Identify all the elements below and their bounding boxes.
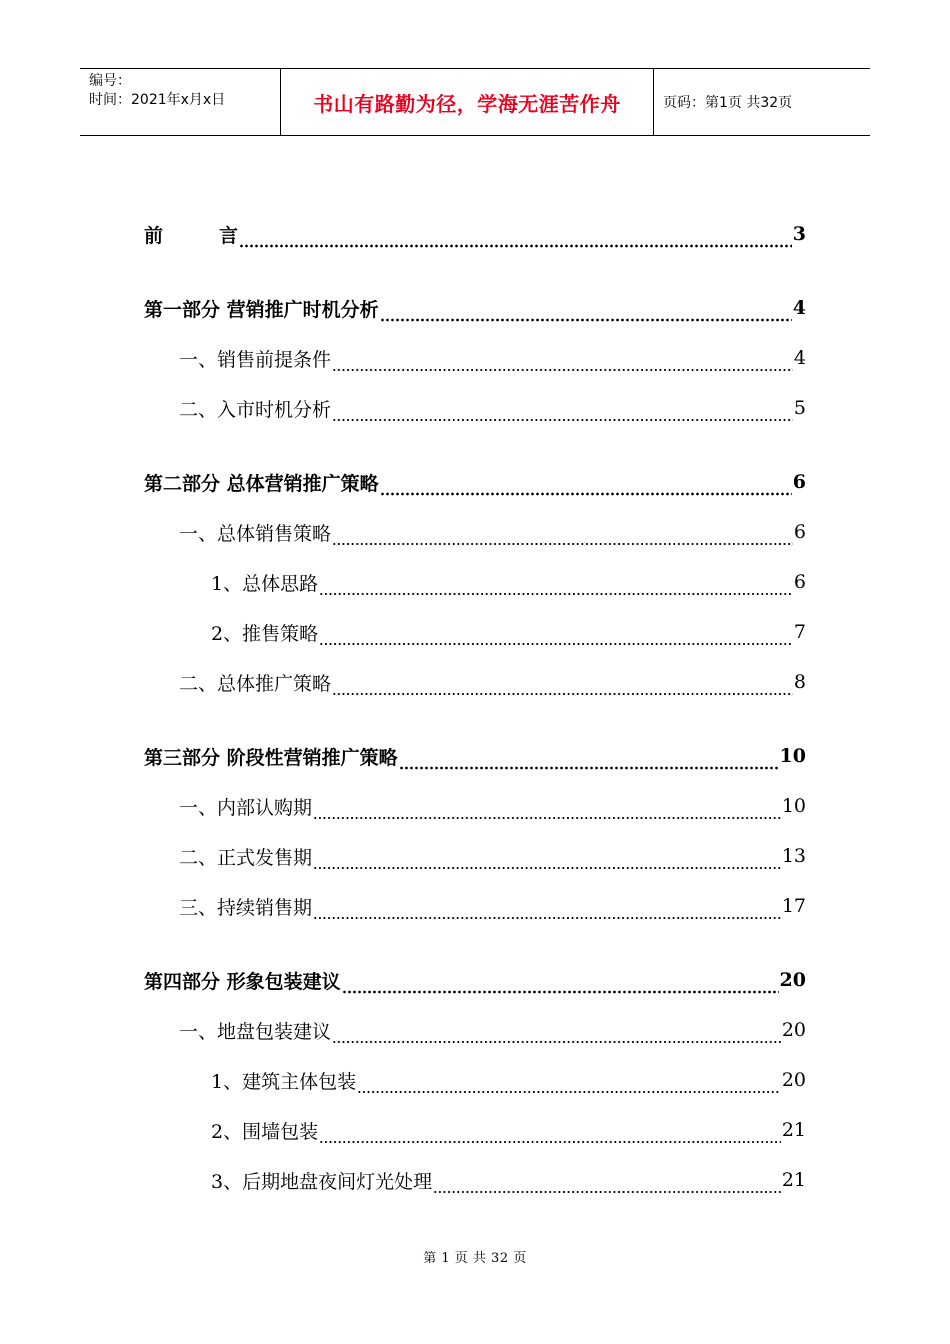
- toc-page-number: 6: [793, 571, 806, 593]
- toc-page-number: 4: [793, 347, 806, 369]
- header-motto: 书山有路勤为径，学海无涯苦作舟: [313, 91, 621, 116]
- toc-leader-dots: [332, 1022, 781, 1048]
- page-footer: 第 1 页 共 32 页: [423, 1251, 527, 1266]
- toc-entry[interactable]: [144, 464, 806, 500]
- toc-entry-label: 三、持续销售期: [179, 896, 313, 919]
- toc-leader-dots: [332, 400, 793, 426]
- header-page-info: 页码：第1页 共32页: [663, 95, 793, 111]
- toc-entry-label: 1、建筑主体包装: [211, 1070, 357, 1093]
- page-header: [80, 68, 870, 136]
- toc-leader-dots: [319, 624, 793, 650]
- toc-entry[interactable]: [144, 1112, 806, 1148]
- toc-page-number: 21: [781, 1169, 806, 1191]
- toc-entry[interactable]: [144, 614, 806, 650]
- toc-leader-dots: [332, 674, 793, 700]
- toc-page-number: 13: [781, 845, 806, 867]
- header-meta: [80, 69, 281, 135]
- toc-leader-dots: [313, 848, 781, 874]
- toc-entry-label: 2、推售策略: [211, 622, 319, 645]
- toc-entry[interactable]: [144, 788, 806, 824]
- toc-entry-label: 2、围墙包装: [211, 1120, 319, 1143]
- toc-page-number: 17: [781, 895, 806, 917]
- toc-entry[interactable]: [144, 1062, 806, 1098]
- header-code-label: 编号：: [89, 73, 131, 89]
- toc-entry-label: 二、正式发售期: [179, 846, 313, 869]
- toc-entry[interactable]: [144, 888, 806, 924]
- toc-entry[interactable]: [144, 1012, 806, 1048]
- toc-leader-dots: [319, 1122, 781, 1148]
- toc-page-number: 10: [779, 745, 806, 767]
- toc-entry-label: 二、总体推广策略: [179, 672, 332, 695]
- toc-entry[interactable]: [144, 290, 806, 326]
- toc-page-number: 20: [781, 1069, 806, 1091]
- toc-entry-label: 一、总体销售策略: [179, 522, 332, 545]
- toc-entry-label: 第四部分 形象包装建议: [144, 970, 341, 993]
- toc-page-number: 5: [793, 397, 806, 419]
- toc-entry[interactable]: [144, 664, 806, 700]
- toc-page-number: 8: [793, 671, 806, 693]
- toc-entry-preface[interactable]: [144, 216, 806, 252]
- toc-leader-dots: [319, 574, 793, 600]
- toc-leader-dots: [239, 226, 792, 252]
- toc-leader-dots: [380, 300, 792, 326]
- toc-page-number: 20: [779, 969, 806, 991]
- toc-entry-label: 第三部分 阶段性营销推广策略: [144, 746, 398, 769]
- toc-entry[interactable]: [144, 564, 806, 600]
- toc-page-number: 4: [792, 297, 806, 319]
- toc-leader-dots: [380, 474, 792, 500]
- toc-entry[interactable]: [144, 838, 806, 874]
- toc-page-number: 6: [793, 521, 806, 543]
- toc-entry-label: 二、入市时机分析: [179, 398, 332, 421]
- toc-entry-label: 一、内部认购期: [179, 796, 313, 819]
- toc-page-number: 6: [792, 471, 806, 493]
- toc-leader-dots: [332, 524, 793, 550]
- toc-entry-label: 第一部分 营销推广时机分析: [144, 298, 379, 321]
- toc-leader-dots: [342, 972, 779, 998]
- toc-entry[interactable]: [144, 340, 806, 376]
- toc-entry-label: 第二部分 总体营销推广策略: [144, 472, 379, 495]
- toc-page-number: 7: [793, 621, 806, 643]
- toc-page-number: 21: [781, 1119, 806, 1141]
- toc-entry-label: 前 言: [144, 224, 239, 247]
- toc-page-number: 20: [781, 1019, 806, 1041]
- toc-page-number: 3: [792, 223, 806, 245]
- toc-entry[interactable]: [144, 390, 806, 426]
- toc-entry[interactable]: [144, 1162, 806, 1198]
- toc-leader-dots: [399, 748, 779, 774]
- toc-entry[interactable]: [144, 738, 806, 774]
- header-time-label: 时间：2021年x月x日: [89, 92, 226, 108]
- toc-entry-label: 1、总体思路: [211, 572, 319, 595]
- toc-entry[interactable]: [144, 962, 806, 998]
- toc-leader-dots: [313, 798, 781, 824]
- toc-entry-label: 一、地盘包装建议: [179, 1020, 332, 1043]
- toc-leader-dots: [433, 1172, 781, 1198]
- toc-entry[interactable]: [144, 514, 806, 550]
- toc-entry-label: 3、后期地盘夜间灯光处理: [211, 1170, 433, 1193]
- header-motto-cell: [281, 69, 654, 135]
- toc-leader-dots: [332, 350, 793, 376]
- toc-leader-dots: [357, 1072, 781, 1098]
- toc-page-number: 10: [781, 795, 806, 817]
- toc-leader-dots: [313, 898, 781, 924]
- toc-entry-label: 一、销售前提条件: [179, 348, 332, 371]
